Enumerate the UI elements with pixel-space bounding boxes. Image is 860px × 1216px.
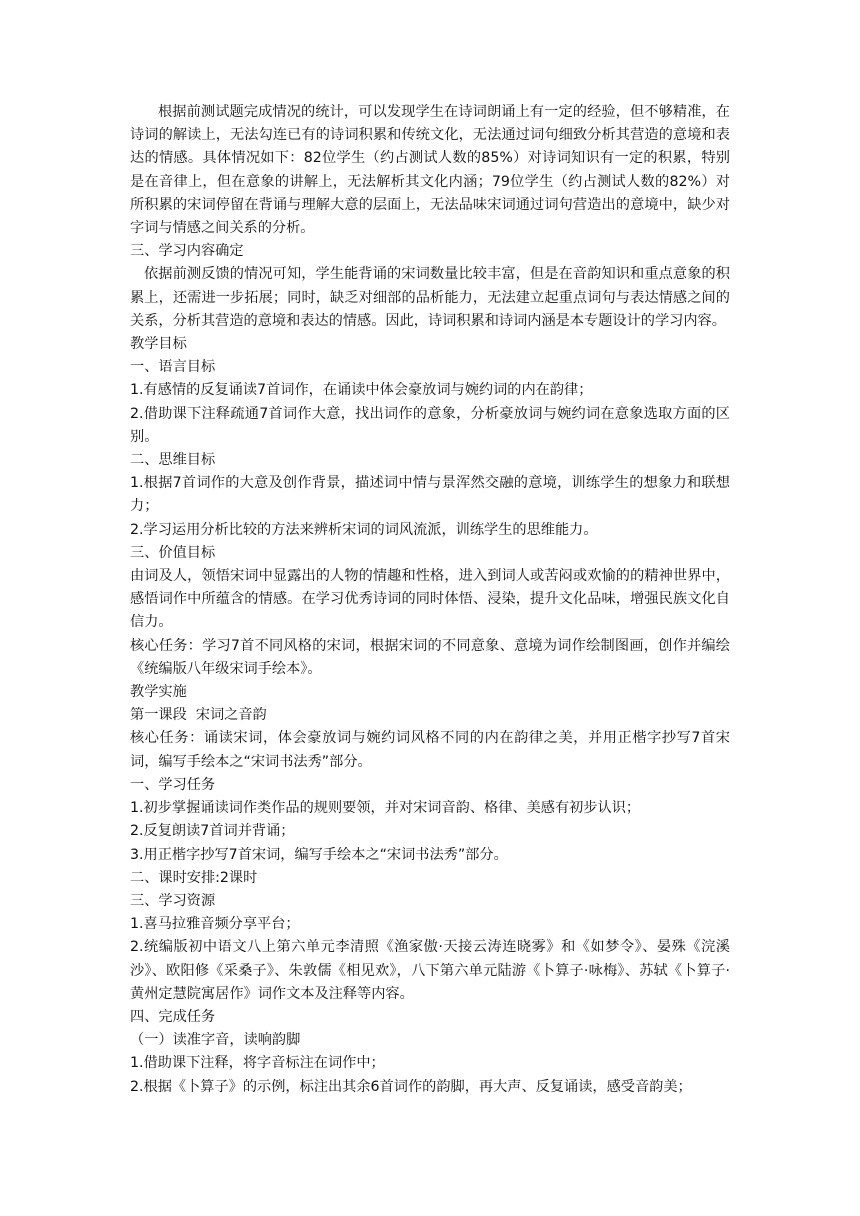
heading-complete-tasks: 四、完成任务 xyxy=(130,1008,216,1025)
list-item-task-1: 1.初步掌握诵读词作类作品的规则要领，并对宋词音韵、格律、美感有初步认识； xyxy=(130,800,641,817)
heading-lesson-1: 第一课段 宋词之音韵 xyxy=(130,707,267,724)
list-item-thinking-1: 1.根据7首词作的大意及创作背景，描述词中情与景浑然交融的意境，训练学生的想象力和联想力； xyxy=(130,475,730,515)
paragraph-pretest-analysis: 根据前测试题完成情况的统计，可以发现学生在诗词朗诵上有一定的经验，但不够精准，在诗词的解读上，无法勾连已有的诗词积累和传统文化，无法通过词句细致分析其营造的意境和表达的情感。具体情况如下：82位学生（约占测试人数的85%）对诗词知识有一定的积累，特别是在音律上，但在意象的讲解上，无法解析其文化内涵；79位学生（约占测试人数的82%）对所积累的宋词停留在背诵与理解大意的层面上，无法品味宋词通过词句营造出的意境中，缺少对字词与情感之间关系的分析。 xyxy=(130,104,730,237)
heading-subtask-1: （一）读准字音，读响韵脚 xyxy=(130,1032,301,1049)
list-item-resource-1: 1.喜马拉雅音频分享平台； xyxy=(130,916,300,933)
heading-learning-content: 三、学习内容确定 xyxy=(130,243,244,260)
paragraph-content-basis: 依据前测反馈的情况可知，学生能背诵的宋词数量比较丰富，但是在音韵知识和重点意象的积累上，还需进一步拓展；同时，缺乏对细部的品析能力，无法建立起重点词句与表达情感之间的关系，分析其营造的意境和表达的情感。因此，诗词积累和诗词内涵是本专题设计的学习内容。 xyxy=(130,266,730,329)
heading-teaching-goals: 教学目标 xyxy=(130,336,187,353)
heading-value-goals: 三、价值目标 xyxy=(130,544,216,561)
paragraph-core-task: 核心任务：学习7首不同风格的宋词，根据宋词的不同意象、意境为词作绘制图画，创作并编绘《统编版八年级宋词手绘本》。 xyxy=(130,637,730,677)
list-item-thinking-2: 2.学习运用分析比较的方法来辨析宋词的词风流派，训练学生的思维能力。 xyxy=(130,521,598,538)
list-item-subtask-2: 2.根据《卜算子》的示例，标注出其余6首词作的韵脚，再大声、反复诵读，感受音韵美； xyxy=(130,1078,692,1095)
document-body xyxy=(130,101,730,1099)
list-item-task-3: 3.用正楷字抄写7首宋词，编写手绘本之“宋词书法秀”部分。 xyxy=(130,846,508,863)
paragraph-lesson-1-core-task: 核心任务：诵读宋词，体会豪放词与婉约词风格不同的内在韵律之美，并用正楷字抄写7首宋词，编写手绘本之“宋词书法秀”部分。 xyxy=(130,730,730,770)
heading-schedule: 二、课时安排:2课时 xyxy=(130,869,258,886)
heading-language-goals: 一、语言目标 xyxy=(130,359,216,376)
list-item-task-2: 2.反复朗读7首词并背诵； xyxy=(130,823,295,840)
heading-learning-resources: 三、学习资源 xyxy=(130,892,216,909)
list-item-language-1: 1.有感情的反复诵读7首词作，在诵读中体会豪放词与婉约词的内在韵律； xyxy=(130,382,593,399)
heading-thinking-goals: 二、思维目标 xyxy=(130,452,216,469)
heading-learning-tasks: 一、学习任务 xyxy=(130,776,216,793)
list-item-resource-2: 2.统编版初中语文八上第六单元李清照《渔家傲·天接云涛连晓雾》和《如梦令》、晏殊《浣溪沙》、欧阳修《采桑子》、朱敦儒《相见欢》，八下第六单元陆游《卜算子·咏梅》、苏轼《卜算子·黄州定慧院寓居作》词作文本及注释等内容。 xyxy=(130,939,730,1002)
heading-teaching-implementation: 教学实施 xyxy=(130,684,187,701)
list-item-language-2: 2.借助课下注释疏通7首词作大意，找出词作的意象，分析豪放词与婉约词在意象选取方面的区别。 xyxy=(130,405,730,445)
list-item-subtask-1: 1.借助课下注释，将字音标注在词作中； xyxy=(130,1055,385,1072)
paragraph-value-goals: 由词及人，领悟宋词中显露出的人物的情趣和性格，进入到词人或苦闷或欢愉的的精神世界中，感悟词作中所蕴含的情感。在学习优秀诗词的同时体悟、浸染，提升文化品味，增强民族文化自信力。 xyxy=(130,568,730,631)
